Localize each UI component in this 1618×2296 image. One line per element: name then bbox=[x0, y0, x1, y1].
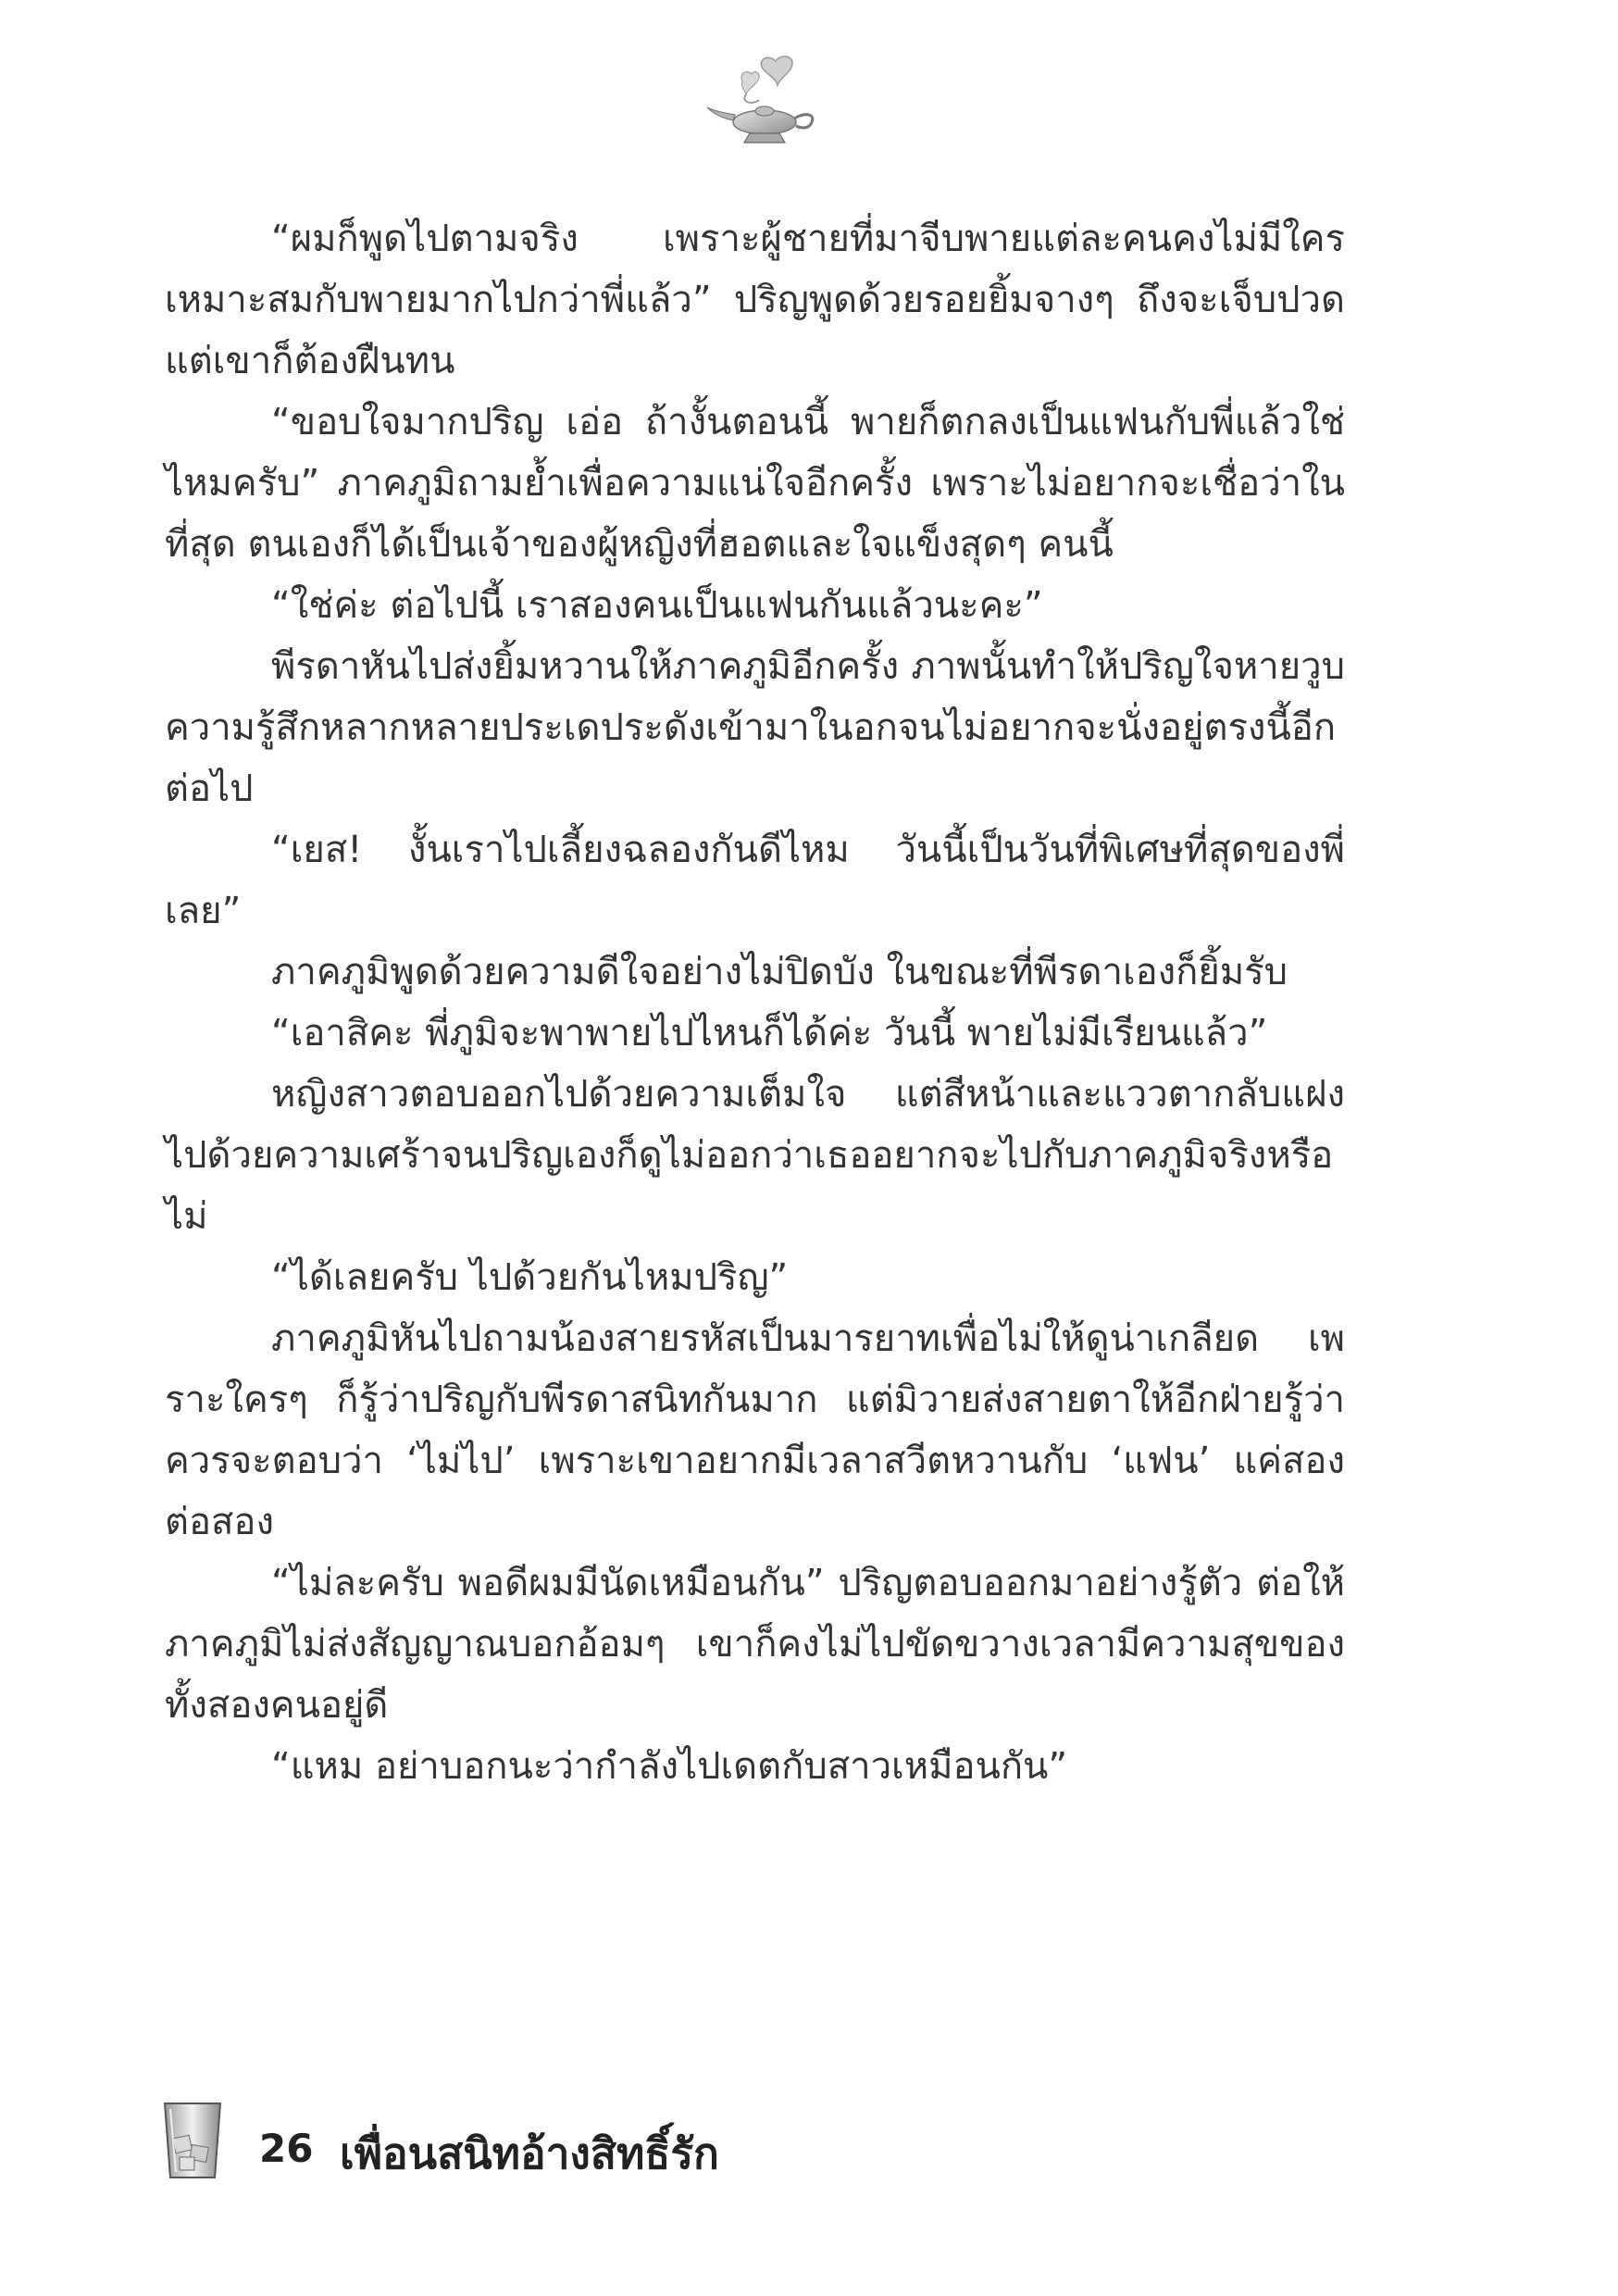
story-text bbox=[165, 208, 1345, 1797]
ice-glass-icon bbox=[159, 2100, 226, 2181]
paragraph: “เอาสิคะ พี่ภูมิจะพาพายไปไหนก็ได้ค่ะ วันนี้ พายไม่มีเรียนแล้ว” bbox=[271, 1012, 1268, 1054]
page-footer bbox=[159, 2100, 992, 2192]
paragraph: พีรดาหันไปส่งยิ้มหวานให้ภาคภูมิอีกครั้ง ภาพนั้นทำให้ปริญใจหายวูบ ความรู้สึกหลากหลายประเดประดังเข้ามาในอกจนไม่อยากจะนั่งอยู่ตรงนี้อีกต่อไป bbox=[165, 645, 1345, 810]
paragraph: ภาคภูมิหันไปถามน้องสายรหัสเป็นมารยาทเพื่อไม่ให้ดูน่าเกลียด เพราะใครๆ ก็รู้ว่าปริญกับพีรดาสนิทกันมาก แต่มิวายส่งสายตาให้อีกฝ่ายรู้ว่าควรจะตอบว่า ‘ไม่ไป’ เพราะเขาอยากมีเวลาสวีตหวานกับ ‘แฟน’ แค่สองต่อสอง bbox=[165, 1317, 1345, 1543]
page-number: 26 bbox=[259, 2126, 314, 2171]
paragraph: “แหม อย่าบอกนะว่ากำลังไปเดตกับสาวเหมือนกัน” bbox=[271, 1745, 1068, 1788]
book-title: เพื่อนสนิทอ้างสิทธิ์รัก bbox=[340, 2128, 719, 2178]
genie-lamp-cupid-icon bbox=[703, 54, 824, 156]
paragraph: “ได้เลยครับ ไปด้วยกันไหมปริญ” bbox=[271, 1256, 789, 1299]
paragraph: “ไม่ละครับ พอดีผมมีนัดเหมือนกัน” ปริญตอบออกมาอย่างรู้ตัว ต่อให้ภาคภูมิไม่ส่งสัญญาณบอกอ้อมๆ เขาก็คงไม่ไปขัดขวางเวลามีความสุขของทั้งสองคนอยู่ดี bbox=[165, 1562, 1345, 1727]
paragraph: หญิงสาวตอบออกไปด้วยความเต็มใจ แต่สีหน้าและแววตากลับแฝงไปด้วยความเศร้าจนปริญเองก็ดูไม่ออกว่าเธออยากจะไปกับภาคภูมิจริงหรือไม่ bbox=[165, 1073, 1345, 1238]
paragraph: “ผมก็พูดไปตามจริง เพราะผู้ชายที่มาจีบพายแต่ละคนคงไม่มีใครเหมาะสมกับพายมากไปกว่าพี่แล้ว” ปริญพูดด้วยรอยยิ้มจางๆ ถึงจะเจ็บปวดแต่เขาก็ต้องฝืนทน bbox=[165, 218, 1345, 382]
paragraph: “เยส! งั้นเราไปเลี้ยงฉลองกันดีไหม วันนี้เป็นวันที่พิเศษที่สุดของพี่เลย” bbox=[165, 829, 1345, 932]
paragraph: ภาคภูมิพูดด้วยความดีใจอย่างไม่ปิดบัง ในขณะที่พีรดาเองก็ยิ้มรับ bbox=[271, 951, 1288, 993]
paragraph: “ใช่ค่ะ ต่อไปนี้ เราสองคนเป็นแฟนกันแล้วนะคะ” bbox=[271, 584, 1043, 627]
paragraph: “ขอบใจมากปริญ เอ่อ ถ้างั้นตอนนี้ พายก็ตกลงเป็นแฟนกับพี่แล้วใช่ไหมครับ” ภาคภูมิถามย้ำเพื่อความแน่ใจอีกครั้ง เพราะไม่อยากจะเชื่อว่าในที่สุด ตนเองก็ได้เป็นเจ้าของผู้หญิงที่ฮอตและใจแข็งสุดๆ คนนี้ bbox=[165, 401, 1345, 566]
